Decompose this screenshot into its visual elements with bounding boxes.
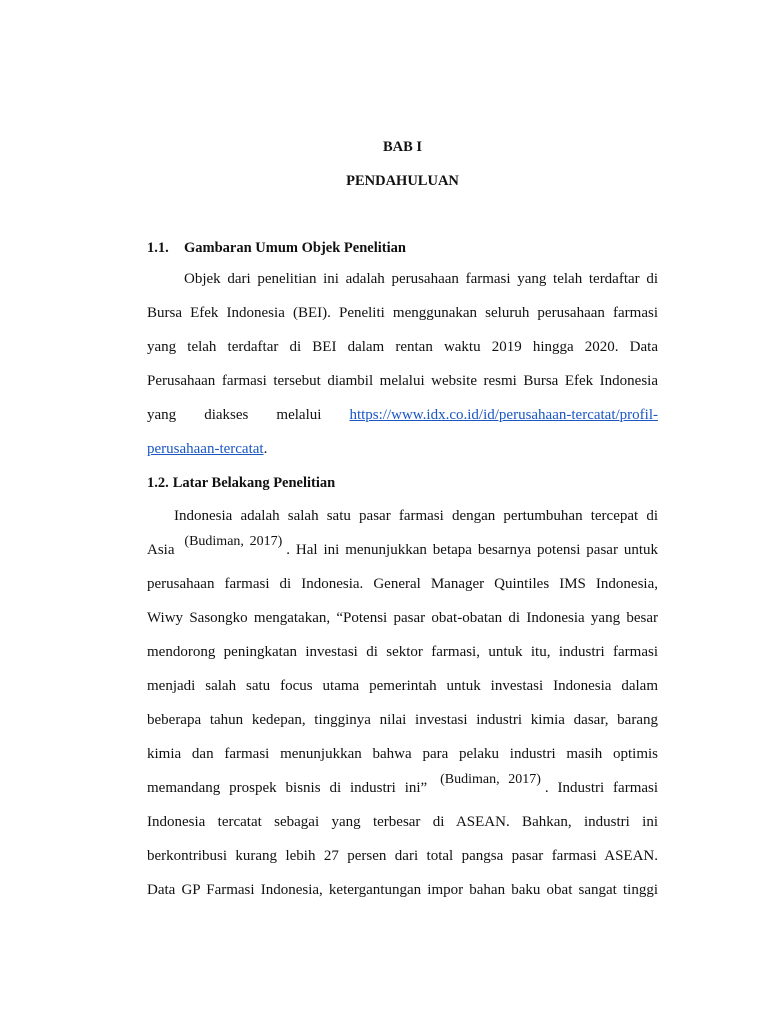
paragraph-line: yang telah terdaftar di BEI dalam rentan waktu 2019 hingga 2020. Data [147, 339, 658, 355]
paragraph-line [147, 404, 658, 426]
section-number: 1.1. [147, 240, 169, 256]
paragraph-line: Perusahaan farmasi tersebut diambil melalui website resmi Bursa Efek Indonesia [147, 373, 658, 389]
line-text: yang diakses melalui [147, 407, 322, 423]
paragraph-line: Wiwy Sasongko mengatakan, “Potensi pasar obat-obatan di Indonesia yang besar [147, 610, 658, 626]
section-number: 1.2. [147, 475, 169, 491]
line-text: . Hal ini menunjukkan betapa besarnya potensi pasar untuk [286, 542, 659, 558]
paragraph-line [147, 772, 659, 799]
line-text: . [263, 441, 268, 457]
chapter-number: BAB I [382, 139, 423, 155]
line-text: . Industri farmasi [544, 780, 659, 796]
paragraph-line: mendorong peningkatan investasi di sektor farmasi, untuk itu, industri farmasi [147, 644, 658, 660]
paragraph-line: Indonesia tercatat sebagai yang terbesar di ASEAN. Bahkan, industri ini [147, 814, 658, 830]
paragraph-line: Objek dari penelitian ini adalah perusahaan farmasi yang telah terdaftar di [184, 271, 658, 287]
paragraph-line: Data GP Farmasi Indonesia, ketergantungan impor bahan baku obat sangat tinggi [147, 882, 658, 898]
section-title: Gambaran Umum Objek Penelitian [184, 240, 406, 256]
paragraph-line: kimia dan farmasi menunjukkan bahwa para pelaku industri masih optimis [147, 746, 658, 762]
line-text: memandang prospek bisnis di industri ini” [147, 780, 428, 796]
paragraph-line: Indonesia adalah salah satu pasar farmasi dengan pertumbuhan tercepat di [174, 508, 658, 524]
idx-profile-link[interactable]: https://www.idx.co.id/id/perusahaan-tercatat/profil- [349, 407, 658, 423]
citation: (Budiman, 2017) [184, 534, 283, 549]
paragraph-line: menjadi salah satu focus utama pemerintah untuk investasi Indonesia dalam [147, 678, 658, 694]
idx-profile-link-continued[interactable]: perusahaan-tercatat [147, 441, 264, 457]
citation: (Budiman, 2017) [440, 772, 541, 787]
section-title: Latar Belakang Penelitian [172, 475, 336, 491]
paragraph-line: berkontribusi kurang lebih 27 persen dari total pangsa pasar farmasi ASEAN. [147, 848, 658, 864]
section-heading-1-1 [147, 238, 406, 258]
chapter-title: PENDAHULUAN [346, 173, 459, 189]
paragraph-line: beberapa tahun kedepan, tingginya nilai investasi industri kimia dasar, barang [147, 712, 658, 728]
paragraph-line [147, 438, 658, 460]
paragraph-line [147, 534, 659, 561]
paragraph-line: Bursa Efek Indonesia (BEI). Peneliti menggunakan seluruh perusahaan farmasi [147, 305, 658, 321]
paragraph-line: perusahaan farmasi di Indonesia. General Manager Quintiles IMS Indonesia, [147, 576, 658, 592]
line-text: Asia [147, 542, 175, 558]
section-heading-1-2 [147, 473, 335, 493]
